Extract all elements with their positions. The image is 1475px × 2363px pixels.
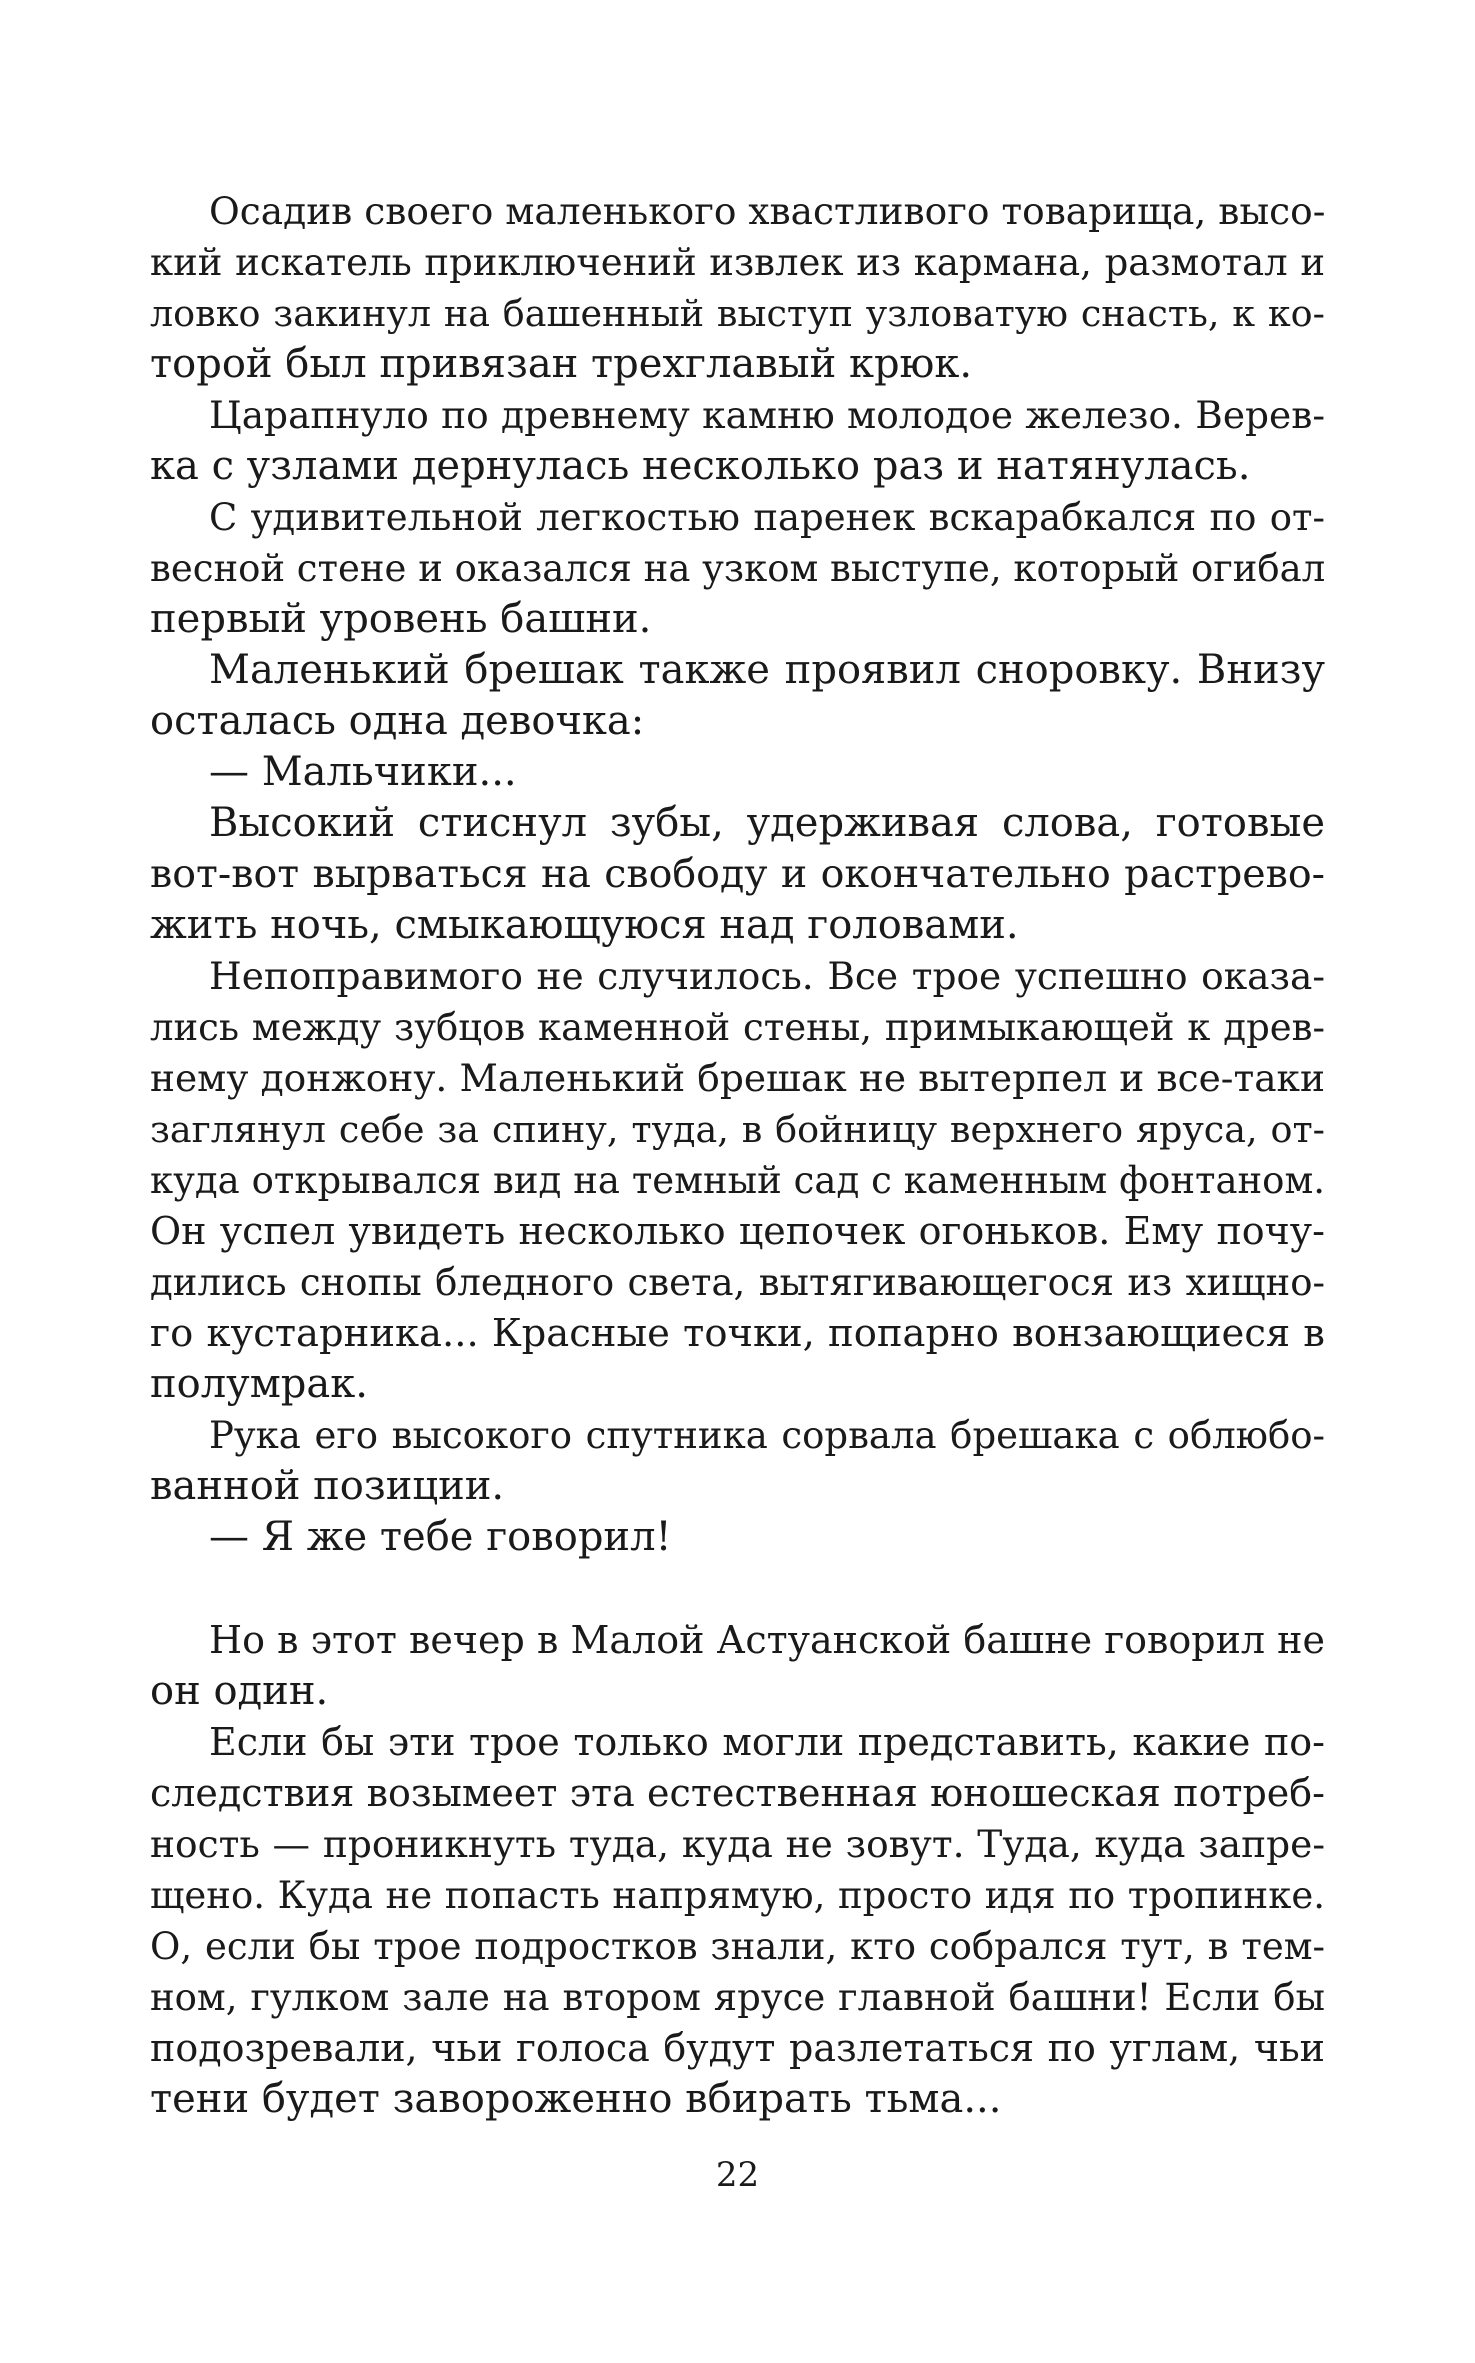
text-line: подозревали, чьи голоса будут разлетаться по углам, чьи [150,2026,1325,2070]
text-line: С удивительной легкостью паренек вскарабкался по от- [209,496,1325,539]
text-line: Царапнуло по древнему камню молодое железо. Верев- [209,393,1325,437]
body-text [150,186,1325,2125]
text-line: — Мальчики... [209,749,517,795]
text-line: — Я же тебе говорил! [209,1514,672,1560]
text-line: осталась одна девочка: [150,698,645,744]
text-line: вот-вот вырваться на свободу и окончательно растрево- [150,851,1325,897]
text-line: ванной позиции. [150,1463,505,1509]
text-line: следствия возымеет эта естественная юношеская потреб- [150,1771,1325,1815]
text-line: Высокий стиснул зубы, удерживая слова, готовые [209,800,1325,846]
text-line: Осадив своего маленького хвастливого товарища, высо- [209,189,1326,233]
section-break [150,1563,1325,1615]
text-line: ном, гулком зале на втором ярусе главной башни! Если бы [150,1976,1325,2019]
text-line: куда открывался вид на темный сад с каменным фонтаном. [150,1159,1325,1202]
text-line: дились снопы бледного света, вытягивающегося из хищно- [150,1261,1325,1304]
text-line: Но в этот вечер в Малой Астуанской башне говорил не [209,1618,1325,1662]
text-line: заглянул себе за спину, туда, в бойницу верхнего яруса, от- [150,1108,1325,1151]
text-line: ность — проникнуть туда, куда не зовут. Туда, куда запре- [150,1822,1325,1866]
text-line: Непоправимого не случилось. Все трое успешно оказа- [209,954,1325,998]
text-line: жить ночь, смыкающуюся над головами. [150,902,1019,948]
text-line: ка с узлами дернулась несколько раз и натянулась. [150,443,1251,489]
text-line: Если бы эти трое только могли представить, какие по- [209,1720,1325,1764]
text-line: Рука его высокого спутника сорвала брешака с облюбо- [209,1414,1325,1457]
text-line: торой был привязан трехглавый крюк. [150,341,973,387]
text-line: Он успел увидеть несколько цепочек огоньков. Ему почу- [150,1209,1325,1253]
text-line: кий искатель приключений извлек из кармана, размотал и [150,241,1325,284]
text-line: весной стене и оказался на узком выступе, который огибал [150,547,1326,590]
text-line: нему донжону. Маленький брешак не вытерпел и все-таки [150,1056,1325,1100]
text-line: го кустарника... Красные точки, попарно вонзающиеся в [150,1311,1325,1356]
text-line: Маленький брешак также проявил сноровку. Внизу [209,647,1325,693]
text-line: О, если бы трое подростков знали, кто собрался тут, в тем- [150,1925,1325,1968]
text-line: щено. Куда не попасть напрямую, просто идя по тропинке. [150,1874,1325,1917]
text-line: первый уровень башни. [150,596,652,642]
text-line: ловко закинул на башенный выступ узловатую снасть, к ко- [150,292,1325,335]
text-line: он один. [150,1668,329,1714]
text-line: полумрак. [150,1361,368,1407]
text-line: лись между зубцов каменной стены, примыкающей к древ- [150,1006,1325,1049]
page-number: 22 [715,2155,760,2195]
text-line: тени будет завороженно вбирать тьма... [150,2076,1002,2122]
